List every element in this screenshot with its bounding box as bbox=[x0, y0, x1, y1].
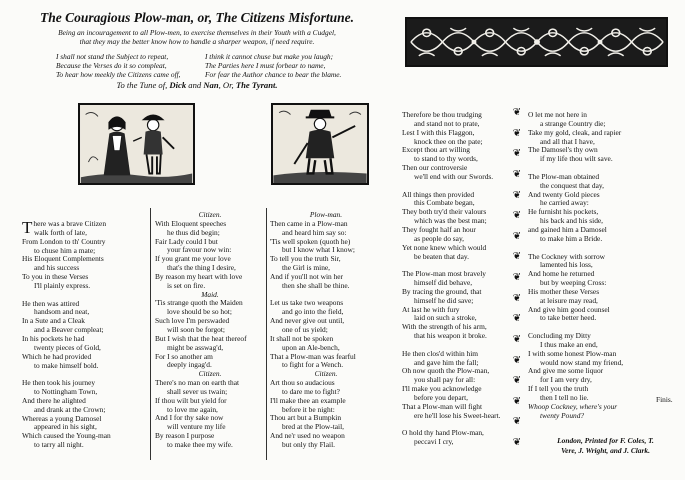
intro-verse-line: I shall not stand the Subject to repeat, bbox=[56, 52, 169, 61]
column-divider bbox=[266, 208, 267, 460]
intro-verse-right bbox=[205, 52, 341, 79]
woodcut-couple-image bbox=[78, 103, 195, 185]
verse-text: to dare me to fight? bbox=[282, 386, 340, 396]
verse-text: to Nottingham Town, bbox=[34, 387, 98, 397]
verse-text: He furnisht his pockets, bbox=[528, 207, 599, 217]
verse-text: But I wish that the heat thereof bbox=[155, 333, 247, 343]
verse-text: Whoop Cockney, where's your bbox=[528, 401, 618, 411]
verse-text: to make himself bold. bbox=[34, 360, 99, 370]
verse-text: Citizen. bbox=[198, 369, 222, 379]
verse-line bbox=[22, 441, 147, 450]
verse-text: to love me again, bbox=[167, 404, 218, 414]
floral-ornament-image bbox=[405, 17, 668, 67]
verse-text: to make him a Bride. bbox=[540, 233, 603, 243]
verse-text: one of us yield; bbox=[282, 324, 328, 334]
verse-text: And never give out until, bbox=[270, 316, 345, 326]
verse-text: Such love I'm perswaded bbox=[155, 316, 230, 326]
woodcut-plowman-image bbox=[271, 103, 369, 185]
fleuron-icon: ❦ bbox=[512, 189, 522, 201]
verse-text: Maid. bbox=[201, 289, 219, 299]
fleuron-icon: ❦ bbox=[512, 375, 522, 387]
verse-text: I thus make an end, bbox=[540, 339, 598, 349]
verse-text: Yet none knew which would bbox=[402, 242, 487, 252]
fleuron-icon: ❦ bbox=[512, 107, 522, 118]
verse-line bbox=[22, 362, 147, 371]
verse-text: Lest I with this Flaggon, bbox=[402, 127, 475, 137]
verse-text: handsom and neat, bbox=[34, 307, 90, 317]
verse-text: Except thou art willing bbox=[402, 145, 470, 155]
verse-text: Whereas a young Damosel bbox=[22, 413, 102, 423]
verse-text: and all that I have, bbox=[540, 136, 595, 146]
verse-text: he carried away: bbox=[540, 198, 589, 208]
intro-line: that they may the better know how to handle a sharper weapon, if need require. bbox=[79, 37, 315, 46]
verse-text: before you depart, bbox=[414, 393, 468, 402]
fleuron-icon: ❦ bbox=[512, 148, 522, 160]
tune-name-tyrant: The Tyrant. bbox=[235, 80, 278, 90]
verse-text: To tell you the truth Sir, bbox=[270, 254, 341, 264]
verse-text: And ne'r used no weapon bbox=[270, 431, 345, 441]
verse-text: 'Tis strange quoth the Maiden bbox=[155, 298, 243, 308]
verse-text: He then was attired bbox=[22, 298, 80, 308]
verse-text: I'll plainly express. bbox=[34, 280, 91, 290]
verse-text: Concluding my Ditty bbox=[528, 331, 591, 341]
verse-text: Then our controversie bbox=[402, 163, 468, 173]
verse-text: shall sever us twain; bbox=[167, 386, 228, 396]
verse-line bbox=[528, 412, 673, 421]
verse-text: Art thou so audacious bbox=[270, 378, 335, 388]
verse-text: That a Plow-man was fearful bbox=[270, 351, 356, 361]
fleuron-icon: ❦ bbox=[512, 354, 522, 366]
verse-text: then she shall be thine. bbox=[282, 280, 350, 290]
verse-text: will soon be forgot; bbox=[167, 324, 225, 334]
verse-text: your favour now win: bbox=[167, 245, 232, 255]
intro-verse-left bbox=[56, 52, 181, 79]
verse-text: and go into the field, bbox=[282, 307, 344, 317]
verse-text: I'll make thee an example bbox=[270, 395, 346, 405]
tune-and: and bbox=[188, 80, 202, 90]
verse-line bbox=[402, 412, 517, 421]
verse-text: this Combate began, bbox=[414, 198, 475, 208]
verse-line bbox=[402, 173, 517, 182]
verse-text: to stand to thy words, bbox=[414, 154, 478, 164]
verse-text: Therefore be thou trudging bbox=[402, 110, 482, 119]
verse-text: bred at the Plow-tail, bbox=[282, 422, 344, 432]
verse-text: And give him good counsel bbox=[528, 304, 610, 314]
verse-text: and drank at the Crown; bbox=[34, 404, 106, 414]
fleuron-icon: ❦ bbox=[512, 210, 522, 222]
verse-text: twenty Pound? bbox=[540, 410, 585, 420]
fleuron-icon: ❦ bbox=[512, 395, 522, 407]
verse-text: will venture my life bbox=[167, 422, 226, 432]
verse-text: 'Tis well spoken (quoth he) bbox=[270, 236, 351, 246]
verse-text: if my life thou wilt save. bbox=[540, 154, 613, 164]
drop-cap: T bbox=[22, 218, 33, 237]
verse-text: The Cockney with sorrow bbox=[528, 251, 605, 261]
verse-text: as people do say, bbox=[414, 233, 465, 243]
verse-text: here was a brave Citizen bbox=[33, 219, 107, 228]
verse-text: The Damosel's thy own bbox=[528, 145, 598, 155]
verse-text: deeply ingag'd. bbox=[167, 360, 212, 370]
verse-text: that his weapon it broke. bbox=[414, 331, 487, 341]
verse-text: upon an Ale-bench, bbox=[282, 342, 340, 352]
verse-text: appeared in his sight, bbox=[34, 422, 97, 432]
verse-text: laid on such a stroke, bbox=[414, 313, 477, 323]
verse-text: might be asswag'd, bbox=[167, 342, 224, 352]
verse-text: And give me some liquor bbox=[528, 366, 604, 376]
verse-text: for I am very dry, bbox=[540, 375, 592, 385]
verse-text: All things then provided bbox=[402, 189, 475, 199]
fleuron-icon: ❦ bbox=[512, 292, 522, 304]
verse-text: And there he alighted bbox=[22, 395, 86, 405]
verse-text: To you in these Verses bbox=[22, 272, 89, 282]
verse-text: That a Plow-man will fight bbox=[402, 401, 483, 411]
intro-verse-line: Because the Verses do it so compleat, bbox=[56, 61, 167, 70]
floral-ornament-icon bbox=[407, 19, 666, 65]
verse-text: With the strength of his arm, bbox=[402, 322, 487, 332]
fleuron-icon: ❦ bbox=[512, 168, 522, 180]
verse-text: For I so another am bbox=[155, 351, 213, 361]
woodcut-couple-icon bbox=[80, 105, 193, 183]
verse-text: Which caused the Young-man bbox=[22, 431, 111, 441]
intro-line: Being an incouragement to all Plow-men, to exercise themselves in their Youth with a Cudgel, bbox=[58, 28, 336, 37]
verse-line bbox=[402, 332, 517, 341]
verse-line bbox=[528, 314, 673, 323]
tune-prefix: To the Tune of, bbox=[116, 80, 168, 90]
verse-text: but I know what I know; bbox=[282, 245, 355, 255]
intro-verse-line: The Parties here I must forbear to name, bbox=[205, 61, 326, 70]
verse-text: he thus did begin; bbox=[167, 227, 220, 237]
column-divider bbox=[150, 208, 151, 460]
verse-text: If you grant me your love bbox=[155, 254, 231, 264]
verse-text: At last he with fury bbox=[402, 304, 460, 314]
verse-text: Fair Lady could I but bbox=[155, 236, 218, 246]
verse-text: to make thee my wife. bbox=[167, 439, 233, 449]
text-column-1 bbox=[22, 220, 147, 450]
verse-line bbox=[528, 155, 673, 164]
verse-text: O hold thy hand Plow-man, bbox=[402, 428, 484, 438]
verse-text: In his pockets he had bbox=[22, 333, 85, 343]
tune-name-nan: Nan bbox=[203, 80, 219, 90]
verse-text: lamented his loss, bbox=[540, 260, 593, 270]
verse-text: himself did behave, bbox=[414, 278, 473, 288]
text-column-5 bbox=[528, 111, 673, 421]
verse-text: is set on fire. bbox=[167, 280, 206, 290]
verse-text: which was the best man; bbox=[414, 216, 487, 226]
verse-text: we'll end with our Swords. bbox=[414, 171, 494, 181]
verse-text: then I tell no lie. bbox=[540, 393, 589, 402]
verse-text: They fought half an hour bbox=[402, 224, 476, 234]
verse-text: And I for thy sake now bbox=[155, 413, 224, 423]
tune-or: , Or, bbox=[218, 80, 234, 90]
verse-text: Plow-man. bbox=[309, 210, 343, 219]
verse-text: to tarry all night. bbox=[34, 440, 84, 450]
verse-text: I'll make you acknowledge bbox=[402, 384, 482, 394]
verse-text: Citizen. bbox=[198, 210, 222, 219]
verse-text: There's no man on earth that bbox=[155, 378, 240, 388]
verse-text: With Eloquent speeches bbox=[155, 218, 227, 228]
tune-name-dick: Dick bbox=[169, 80, 187, 90]
verse-text: His mother these Verses bbox=[528, 286, 600, 296]
verse-text: Let us take two weapons bbox=[270, 298, 344, 308]
verse-text: you shall pay for all: bbox=[414, 375, 476, 385]
verse-text: I with some honest Plow-man bbox=[528, 348, 617, 358]
imprint-line: London, Printed for F. Coles, T. bbox=[557, 436, 654, 445]
fleuron-icon: ❦ bbox=[512, 251, 522, 263]
verse-text: be beaten that day. bbox=[414, 251, 469, 261]
verse-text: and gave him the fall; bbox=[414, 357, 479, 367]
verse-text: If thou wilt but yield for bbox=[155, 395, 227, 405]
verse-text: From London to th' Country bbox=[22, 236, 106, 246]
verse-text: but by weeping Cross: bbox=[540, 278, 607, 288]
verse-text: twenty pieces of Gold, bbox=[34, 342, 101, 352]
text-column-3 bbox=[270, 211, 382, 450]
intro-verse-line: I think it cannot chuse but make you laugh; bbox=[205, 52, 334, 61]
verse-text: By tracing the ground, that bbox=[402, 286, 482, 296]
verse-text: and his success bbox=[34, 263, 80, 273]
verse-text: and a Beaver compleat; bbox=[34, 325, 104, 335]
imprint-line: Vere, J. Wright, and J. Clark. bbox=[561, 445, 650, 455]
imprint bbox=[538, 436, 673, 455]
verse-text: In a Sute and a Cleak bbox=[22, 316, 86, 326]
verse-text: love should be so hot; bbox=[167, 307, 232, 317]
tune-line bbox=[22, 80, 372, 90]
verse-text: Thou art but a Bumpkin bbox=[270, 413, 342, 423]
fleuron-icon: ❦ bbox=[512, 127, 522, 139]
verse-text: would now stand my friend, bbox=[540, 357, 624, 367]
verse-text: a strange Country die; bbox=[540, 118, 606, 128]
verse-text: to chuse him a mate; bbox=[34, 245, 96, 255]
fleuron-icon: ❦ bbox=[512, 272, 522, 283]
verse-text: and heard him say so: bbox=[282, 227, 347, 237]
intro-text bbox=[22, 28, 372, 46]
verse-text: The Plow-man obtained bbox=[528, 171, 600, 181]
verse-text: By reason my heart with love bbox=[155, 271, 243, 281]
text-column-4 bbox=[402, 111, 517, 447]
verse-text: his back and his side, bbox=[540, 216, 604, 226]
verse-text: His Eloquent Complements bbox=[22, 254, 104, 264]
verse-text: And home he returned bbox=[528, 269, 595, 279]
verse-line bbox=[402, 253, 517, 262]
verse-text: By reason I purpose bbox=[155, 431, 215, 441]
intro-verse-line: To hear how meekly the Citizens came off, bbox=[56, 70, 181, 79]
verse-text: And twenty Gold pieces bbox=[528, 189, 600, 199]
verse-text: and stand not to prate, bbox=[414, 118, 480, 128]
verse-text: Take my gold, cleak, and rapier bbox=[528, 127, 622, 137]
verse-text: Citizen. bbox=[314, 369, 338, 379]
verse-text: the Girl is mine, bbox=[282, 263, 331, 273]
verse-text: Oh now quoth the Plow-man, bbox=[402, 366, 490, 376]
verse-line bbox=[22, 282, 147, 291]
verse-text: The Plow-man most bravely bbox=[402, 269, 486, 279]
verse-text: O let me not here in bbox=[528, 110, 587, 119]
verse-line bbox=[155, 441, 265, 450]
fleuron-icon: ❦ bbox=[512, 313, 522, 325]
verse-text: peccavi I cry, bbox=[414, 437, 454, 447]
text-column-2 bbox=[155, 211, 265, 450]
verse-text: but only thy Flail. bbox=[282, 439, 335, 449]
verse-text: himself he did save; bbox=[414, 295, 474, 305]
verse-text: He then clos'd within him bbox=[402, 348, 479, 358]
verse-text: the conquest that day, bbox=[540, 180, 604, 190]
verse-text: before it be night: bbox=[282, 404, 335, 414]
fleuron-icon: ❦ bbox=[512, 416, 522, 428]
finis-label: Finis. bbox=[656, 395, 673, 404]
intro-verse-line: For fear the Author chance to bear the blame. bbox=[205, 70, 342, 79]
verse-text: that's the thing I desire, bbox=[167, 263, 236, 273]
verse-text: It shall not be spoken bbox=[270, 333, 334, 343]
verse-text: Which he had provided bbox=[22, 351, 92, 361]
verse-text: at leisure may read, bbox=[540, 295, 598, 305]
verse-line bbox=[528, 235, 673, 244]
verse-text: And if you'll not win her bbox=[270, 271, 343, 281]
verse-text: If I tell you the truth bbox=[528, 384, 589, 394]
ballad-title: The Couragious Plow-man, or, The Citizens Misfortune. bbox=[40, 10, 354, 25]
verse-text: to fight for a Wench. bbox=[282, 360, 344, 370]
verse-line bbox=[270, 282, 382, 291]
woodcut-plowman-icon bbox=[273, 105, 367, 183]
verse-text: He then took his journey bbox=[22, 378, 96, 388]
verse-text: knock thee on the pate; bbox=[414, 136, 483, 146]
verse-line bbox=[270, 441, 382, 450]
verse-text: ere he'll lose his Sweet-heart. bbox=[414, 410, 501, 420]
verse-text: and gained him a Damosel bbox=[528, 224, 607, 234]
verse-text: walk forth of late, bbox=[34, 227, 87, 237]
verse-text: to take better heed. bbox=[540, 313, 597, 323]
verse-text: Then came in a Plow-man bbox=[270, 218, 348, 228]
verse-text: They both try'd their valours bbox=[402, 207, 487, 217]
verse-line bbox=[402, 438, 517, 447]
fleuron-border bbox=[511, 108, 523, 448]
fleuron-icon: ❦ bbox=[512, 333, 522, 345]
fleuron-icon: ❦ bbox=[512, 437, 522, 448]
fleuron-icon: ❦ bbox=[512, 230, 522, 242]
